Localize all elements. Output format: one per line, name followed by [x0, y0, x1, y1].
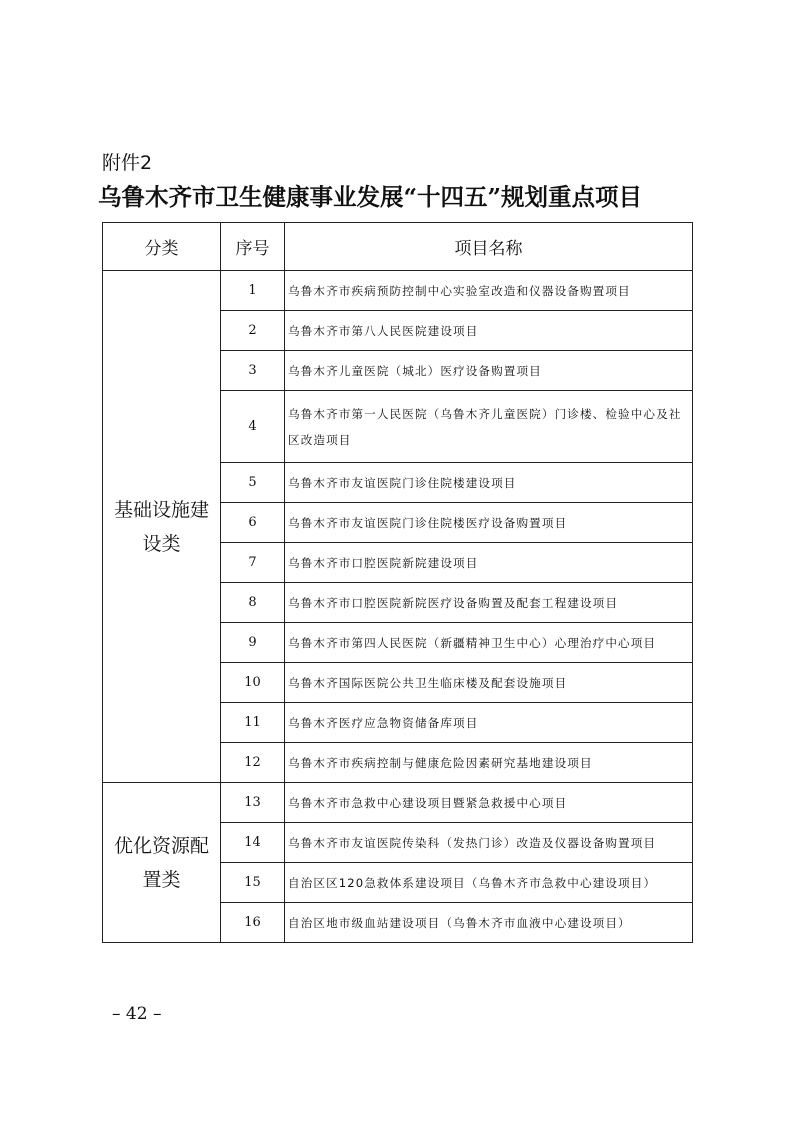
table-header-row [103, 223, 693, 271]
row-number: 9 [221, 623, 285, 663]
project-name: 乌鲁木齐市疾病预防控制中心实验室改造和仪器设备购置项目 [285, 271, 693, 311]
row-number: 15 [221, 863, 285, 903]
project-name: 乌鲁木齐市友谊医院门诊住院楼医疗设备购置项目 [285, 503, 693, 543]
row-number: 14 [221, 823, 285, 863]
attachment-label: 附件2 [102, 152, 153, 174]
project-name: 乌鲁木齐医疗应急物资储备库项目 [285, 703, 693, 743]
row-number: 16 [221, 903, 285, 943]
category-label: 优化资源配置类 [113, 834, 209, 891]
row-number: 8 [221, 583, 285, 623]
row-number: 3 [221, 351, 285, 391]
category-cell-infrastructure [103, 271, 221, 783]
project-table [102, 222, 693, 943]
row-number: 7 [221, 543, 285, 583]
category-cell-resource-allocation [103, 783, 221, 943]
project-name: 乌鲁木齐儿童医院（城北）医疗设备购置项目 [285, 351, 693, 391]
project-name: 乌鲁木齐市友谊医院门诊住院楼建设项目 [285, 463, 693, 503]
category-label: 基础设施建设类 [113, 498, 209, 555]
project-name: 自治区地市级血站建设项目（乌鲁木齐市血液中心建设项目） [285, 903, 693, 943]
column-header-number: 序号 [221, 223, 285, 271]
project-name: 乌鲁木齐市第一人民医院（乌鲁木齐儿童医院）门诊楼、检验中心及社区改造项目 [285, 391, 693, 463]
project-name: 乌鲁木齐市疾病控制与健康危险因素研究基地建设项目 [285, 743, 693, 783]
row-number: 10 [221, 663, 285, 703]
project-name: 乌鲁木齐市友谊医院传染科（发热门诊）改造及仪器设备购置项目 [285, 823, 693, 863]
project-name: 乌鲁木齐国际医院公共卫生临床楼及配套设施项目 [285, 663, 693, 703]
project-name: 乌鲁木齐市第四人民医院（新疆精神卫生中心）心理治疗中心项目 [285, 623, 693, 663]
project-name: 乌鲁木齐市口腔医院新院建设项目 [285, 543, 693, 583]
row-number: 1 [221, 271, 285, 311]
row-number: 2 [221, 311, 285, 351]
table-row [103, 783, 693, 823]
project-name: 乌鲁木齐市第八人民医院建设项目 [285, 311, 693, 351]
document-title: 乌鲁木齐市卫生健康事业发展“十四五”规划重点项目 [98, 183, 643, 211]
table-row [103, 271, 693, 311]
column-header-project-name: 项目名称 [285, 223, 693, 271]
row-number: 12 [221, 743, 285, 783]
row-number: 13 [221, 783, 285, 823]
column-header-category: 分类 [103, 223, 221, 271]
row-number: 5 [221, 463, 285, 503]
project-name: 乌鲁木齐市急救中心建设项目暨紧急救援中心项目 [285, 783, 693, 823]
row-number: 4 [221, 391, 285, 463]
project-name: 自治区区120急救体系建设项目（乌鲁木齐市急救中心建设项目） [285, 863, 693, 903]
project-name: 乌鲁木齐市口腔医院新院医疗设备购置及配套工程建设项目 [285, 583, 693, 623]
page-number: – 42 – [112, 1004, 162, 1024]
row-number: 6 [221, 503, 285, 543]
row-number: 11 [221, 703, 285, 743]
